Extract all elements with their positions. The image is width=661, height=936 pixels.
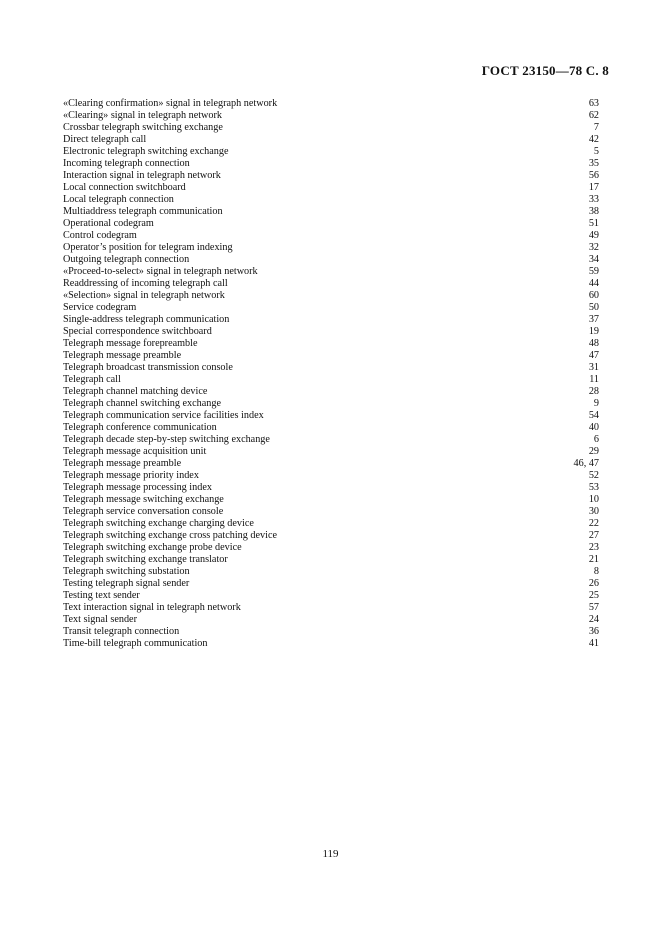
index-term: Operator’s position for telegram indexing	[63, 242, 233, 253]
index-entry	[63, 122, 599, 134]
index-term: Telegraph message priority index	[63, 470, 199, 481]
index-term: Testing text sender	[63, 590, 140, 601]
index-entry	[63, 434, 599, 446]
index-entry	[63, 554, 599, 566]
index-page-ref: 23	[588, 542, 599, 553]
index-page-ref: 53	[588, 482, 599, 493]
index-term: Text interaction signal in telegraph network	[63, 602, 241, 613]
index-term: Telegraph service conversation console	[63, 506, 224, 517]
index-entry	[63, 230, 599, 242]
index-term: Operational codegram	[63, 218, 154, 229]
index-page-ref: 33	[588, 194, 599, 205]
index-entry	[63, 242, 599, 254]
index-page-ref: 10	[588, 494, 599, 505]
index-page-ref: 11	[589, 374, 599, 385]
index-entry	[63, 206, 599, 218]
index-term: Incoming telegraph connection	[63, 158, 190, 169]
index-page-ref: 40	[588, 422, 599, 433]
index-page-ref: 28	[588, 386, 599, 397]
index-page-ref: 30	[588, 506, 599, 517]
index-page-ref: 62	[588, 110, 599, 121]
index-entry	[63, 254, 599, 266]
index-page-ref: 49	[588, 230, 599, 241]
index-page-ref: 6	[593, 434, 599, 445]
index-entry	[63, 638, 599, 650]
index-entry	[63, 422, 599, 434]
index-list	[63, 98, 599, 650]
index-term: Time-bill telegraph communication	[63, 638, 208, 649]
index-entry	[63, 218, 599, 230]
index-term: Direct telegraph call	[63, 134, 147, 145]
index-page-ref: 63	[588, 98, 599, 109]
index-page-ref: 25	[588, 590, 599, 601]
index-page-ref: 37	[588, 314, 599, 325]
index-term: Testing telegraph signal sender	[63, 578, 190, 589]
index-page-ref: 5	[593, 146, 599, 157]
index-term: Control codegram	[63, 230, 137, 241]
index-entry	[63, 374, 599, 386]
index-page-ref: 24	[588, 614, 599, 625]
index-entry	[63, 590, 599, 602]
index-page-ref: 36	[588, 626, 599, 637]
index-entry	[63, 446, 599, 458]
index-page-ref: 29	[588, 446, 599, 457]
index-term: Telegraph switching exchange cross patching device	[63, 530, 277, 541]
index-term: Special correspondence switchboard	[63, 326, 212, 337]
index-page-ref: 17	[588, 182, 599, 193]
index-page-ref: 31	[588, 362, 599, 373]
index-entry	[63, 290, 599, 302]
index-term: Text signal sender	[63, 614, 137, 625]
index-term: Telegraph call	[63, 374, 121, 385]
index-term: Telegraph communication service facilities index	[63, 410, 264, 421]
index-entry	[63, 302, 599, 314]
index-page-ref: 46, 47	[573, 458, 599, 469]
index-entry	[63, 506, 599, 518]
index-term: Telegraph switching exchange translator	[63, 554, 228, 565]
index-term: Telegraph switching exchange probe device	[63, 542, 242, 553]
index-term: Telegraph channel matching device	[63, 386, 208, 397]
index-page-ref: 9	[593, 398, 599, 409]
index-entry	[63, 542, 599, 554]
index-term: Readdressing of incoming telegraph call	[63, 278, 228, 289]
index-term: Service codegram	[63, 302, 137, 313]
index-page-ref: 38	[588, 206, 599, 217]
index-entry	[63, 494, 599, 506]
index-page-ref: 51	[588, 218, 599, 229]
index-entry	[63, 602, 599, 614]
index-term: Telegraph switching exchange charging device	[63, 518, 254, 529]
index-entry	[63, 134, 599, 146]
index-term: «Clearing» signal in telegraph network	[63, 110, 222, 121]
page-number: 119	[322, 848, 339, 860]
index-term: Telegraph channel switching exchange	[63, 398, 221, 409]
index-entry	[63, 338, 599, 350]
index-term: Telegraph message preamble	[63, 350, 182, 361]
index-term: Electronic telegraph switching exchange	[63, 146, 229, 157]
index-page-ref: 34	[588, 254, 599, 265]
index-term: Telegraph broadcast transmission console	[63, 362, 233, 373]
index-page-ref: 60	[588, 290, 599, 301]
index-entry	[63, 158, 599, 170]
index-term: Multiaddress telegraph communication	[63, 206, 223, 217]
index-entry	[63, 386, 599, 398]
index-entry	[63, 362, 599, 374]
index-page-ref: 21	[588, 554, 599, 565]
index-page-ref: 52	[588, 470, 599, 481]
index-term: Telegraph conference communication	[63, 422, 217, 433]
index-entry	[63, 458, 599, 470]
index-entry	[63, 614, 599, 626]
index-term: Local telegraph connection	[63, 194, 174, 205]
index-entry	[63, 482, 599, 494]
index-page-ref: 54	[588, 410, 599, 421]
index-entry	[63, 146, 599, 158]
index-entry	[63, 530, 599, 542]
index-entry	[63, 182, 599, 194]
index-page-ref: 56	[588, 170, 599, 181]
index-page-ref: 59	[588, 266, 599, 277]
index-term: «Selection» signal in telegraph network	[63, 290, 225, 301]
index-entry	[63, 314, 599, 326]
index-entry	[63, 626, 599, 638]
index-term: Outgoing telegraph connection	[63, 254, 190, 265]
index-page-ref: 48	[588, 338, 599, 349]
index-entry	[63, 194, 599, 206]
index-entry	[63, 278, 599, 290]
index-page-ref: 8	[593, 566, 599, 577]
index-entry	[63, 350, 599, 362]
index-entry	[63, 398, 599, 410]
index-term: Telegraph message switching exchange	[63, 494, 224, 505]
index-entry	[63, 266, 599, 278]
index-term: Single-address telegraph communication	[63, 314, 230, 325]
index-term: Telegraph message forepreamble	[63, 338, 198, 349]
index-page-ref: 22	[588, 518, 599, 529]
index-entry	[63, 578, 599, 590]
index-term: «Clearing confirmation» signal in telegraph network	[63, 98, 278, 109]
index-page-ref: 32	[588, 242, 599, 253]
index-page-ref: 57	[588, 602, 599, 613]
index-entry	[63, 98, 599, 110]
index-page-ref: 26	[588, 578, 599, 589]
page-header: ГОСТ 23150—78 С. 8	[481, 63, 609, 78]
index-page-ref: 41	[588, 638, 599, 649]
index-entry	[63, 410, 599, 422]
index-entry	[63, 470, 599, 482]
index-term: Telegraph switching substation	[63, 566, 190, 577]
index-term: Local connection switchboard	[63, 182, 186, 193]
index-term: Telegraph message processing index	[63, 482, 212, 493]
index-term: Transit telegraph connection	[63, 626, 180, 637]
index-entry	[63, 518, 599, 530]
index-term: Interaction signal in telegraph network	[63, 170, 221, 181]
index-page-ref: 7	[593, 122, 599, 133]
index-page-ref: 42	[588, 134, 599, 145]
index-page-ref: 47	[588, 350, 599, 361]
index-entry	[63, 566, 599, 578]
index-page-ref: 19	[588, 326, 599, 337]
index-page-ref: 27	[588, 530, 599, 541]
index-term: Telegraph decade step-by-step switching exchange	[63, 434, 270, 445]
index-term: Crossbar telegraph switching exchange	[63, 122, 223, 133]
index-page-ref: 44	[588, 278, 599, 289]
index-page-ref: 50	[588, 302, 599, 313]
index-entry	[63, 326, 599, 338]
index-page-ref: 35	[588, 158, 599, 169]
index-entry	[63, 170, 599, 182]
index-entry	[63, 110, 599, 122]
index-term: Telegraph message preamble	[63, 458, 182, 469]
index-term: «Proceed-to-select» signal in telegraph network	[63, 266, 258, 277]
index-term: Telegraph message acquisition unit	[63, 446, 207, 457]
